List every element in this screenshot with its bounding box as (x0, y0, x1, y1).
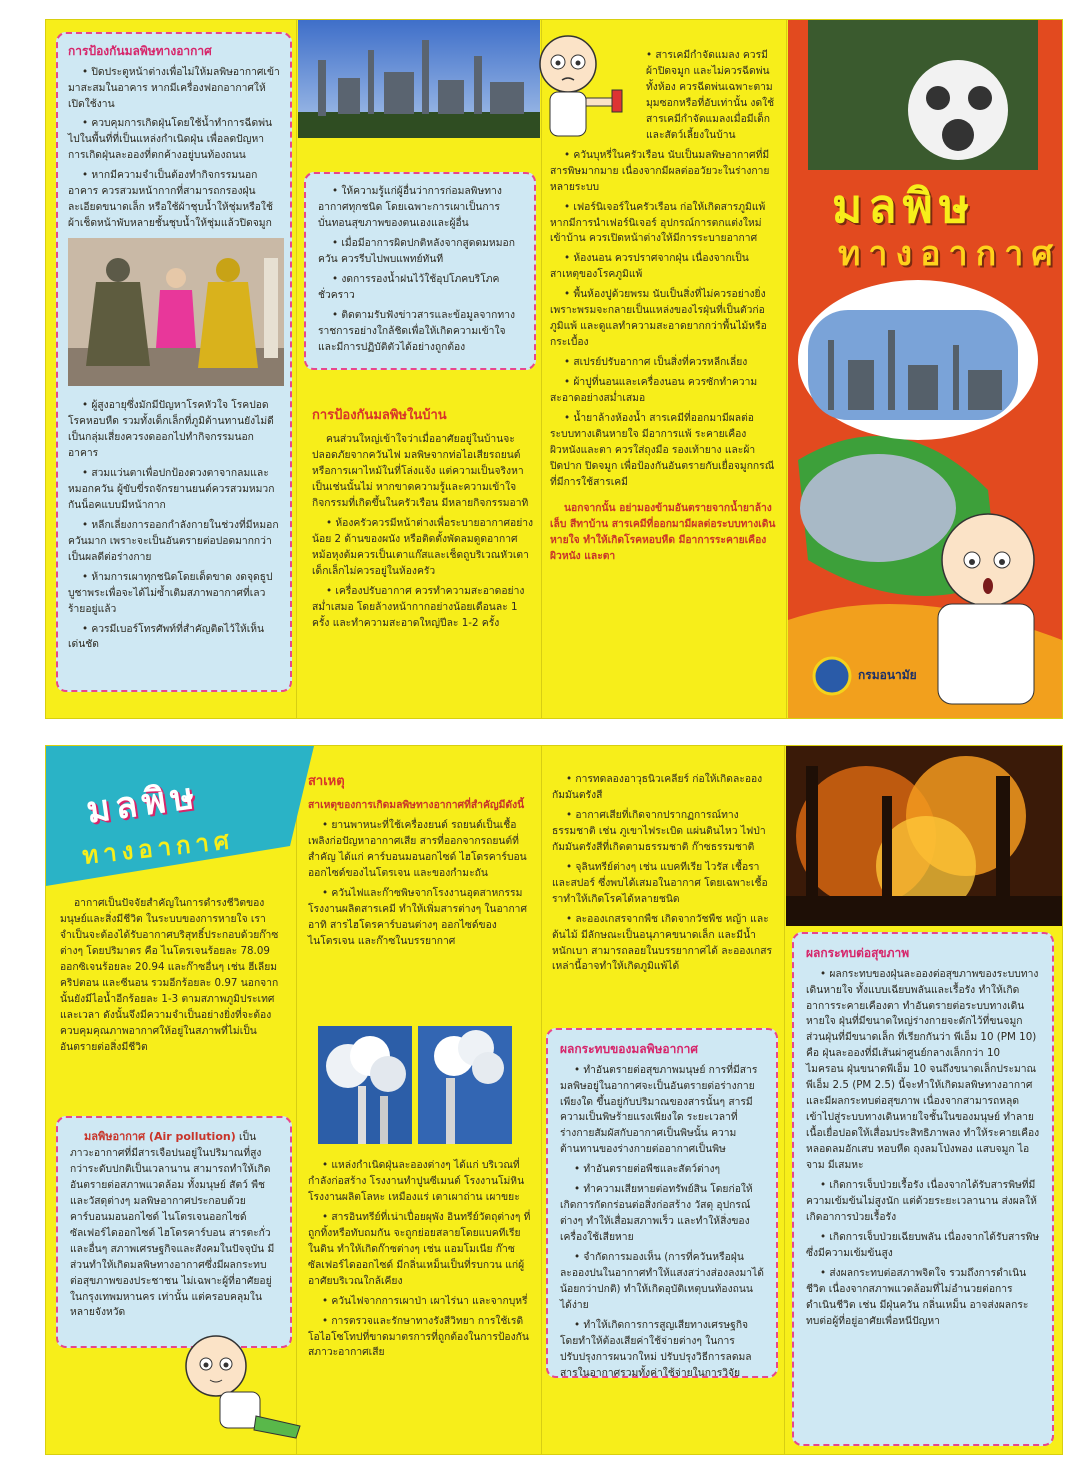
paragraph: • ทำอันตรายต่อพืชและสัตว์ต่างๆ (574, 1163, 721, 1176)
cover-subtitle: ทางอากาศ (838, 234, 1061, 274)
paragraph: • ควรมีเบอร์โทรศัพท์ที่สำคัญติดไว้ให้เห็นเด่นชัด (68, 622, 265, 651)
paragraph: • ส่งผลกระทบต่อสภาพจิตใจ รวมถึงการดำเนินชีวิต เนื่องจากสภาพแวดล้อมที่ไม่อำนวยต่อการดำเนินชีวิต เช่น มีฝุ่นควัน กลิ่นเหม็น อาจส่งผลกระทบต่อผู้ที่อยู่อาศัยเพื่อหนีปัญหา (806, 1266, 1029, 1327)
org-name: กรมอนามัย (858, 668, 917, 682)
health-effects-box (792, 932, 1054, 1446)
paragraph: • การตรวจและรักษาทางรังสีวิทยา การใช้เรดิโอไอโซโทปที่ขาดมาตรการที่ถูกต้องในการป้องกันสภาวะอากาศเสีย (308, 1314, 529, 1359)
paragraph: • ห้องครัวควรมีหน้าต่างเพื่อระบายอากาศอย่างน้อย 2 ด้านของผนัง หรือติดตั้งพัดลมดูดอากาศ หม้อหุงต้มควรเป็นเตาแก๊สและเช็ดถูบริเวณหัวเตา เด็กเล็กไม่ควรอยู่ในห้องครัว (312, 516, 534, 577)
section-heading: สาเหตุ (308, 774, 345, 789)
paragraph: • ติดตามรับฟังข่าวสารและข้อมูลจากทางราชการอย่างใกล้ชิดเพื่อให้เกิดความเข้าใจ และมีการปฏิบัติตัวได้อย่างถูกต้อง (318, 308, 516, 353)
prevention-box (56, 32, 292, 692)
paragraph: • ควันไฟและก๊าซพิษจากโรงงานอุตสาหกรรม โรงงานผลิตสารเคมี ทำให้เพิ่มสารต่างๆ ในอากาศ อาทิ สารไฮโดรคาร์บอนต่างๆ ออกไซด์ของไนโตรเจน และก๊าซในบรรยากาศ (308, 886, 531, 947)
paragraph: คนส่วนใหญ่เข้าใจว่าเมื่ออาศัยอยู่ในบ้านจะปลอดภัยจากควันไฟ มลพิษจากท่อไอเสียรถยนต์หรือการเผาไหม้ในที่โล่งแจ้ง แต่ความเป็นจริงหาเป็นเช่นนั้นไม่ หากขาดความรู้และความเข้าใจกิจกรรมที่เกิดขึ้นในครัวเรือน มีหลายกิจกรรมอาทิ (312, 433, 529, 509)
closing-paragraph: นอกจากนั้น อย่ามองข้ามอันตรายจากน้ำยาล้างเล็บ สีทาบ้าน สารเคมีที่ออกมามีผลต่อระบบทางเดินหายใจ ทำให้เกิดโรคหอบหืด มีอาการระคายเคืองผิวหนัง และตา (550, 501, 776, 562)
cover-title: มลพิษ (83, 775, 202, 832)
cover-subtitle: ทางอากาศ (81, 826, 236, 870)
definition-text: เป็นภาวะอากาศที่มีสารเจือปนอยู่ในปริมาณที่สูงกว่าระดับปกติเป็นเวลานาน สามารถทำให้เกิดอันตรายต่อสภาพแวดล้อม ทั้งมนุษย์ สัตว์ พืช และวัสดุต่างๆ มลพิษอากาศประกอบด้วย คาร์บอนมอนอกไซด์ ไนโตรเจนออกไซด์ ซัลเฟอร์ไดออกไซด์ ไฮโดรคาร์บอน สารตะกั่วและอื่นๆ สภาพเศรษฐกิจและสังคมในปัจจุบัน มีส่วนทำให้เกิดมลพิษทางอากาศซึ่งมีผลกระทบต่อสุขภาพของประชาชน ไม่เฉพาะผู้ที่อาศัยอยู่ในกรุงเทพมหานคร เท่านั้น แต่ครอบคลุมในหลายจังหวัด (70, 1131, 275, 1319)
box-heading: ผลกระทบของมลพิษอากาศ (560, 1042, 698, 1056)
paragraph: • หากมีความจำเป็นต้องทำกิจกรรมนอกอาคาร ควรสวมหน้ากากที่สามารถกรองฝุ่นละเอียดขนาดเล็ก หรือใช้ผ้าชุบน้ำให้ชุ่มหรือใช้ผ้าเช็ดหน้าพับหลายชั้นชุบน้ำให้ชุ่มแล้วปิดจมูก (68, 169, 273, 230)
paragraph: • ทำความเสียหายต่อทรัพย์สิน โดยก่อให้เกิดการกัดกร่อนต่อสิ่งก่อสร้าง วัสดุ อุปกรณ์ต่างๆ ทำให้เสื่อมสภาพเร็ว และทำให้สิ่งของเครื่องใช้เสียหาย (560, 1183, 753, 1244)
paragraph: • สเปรย์ปรับอากาศ เป็นสิ่งที่ควรหลีกเลี่ยง (564, 356, 748, 369)
paragraph: • แหล่งกำเนิดฝุ่นละอองต่างๆ ได้แก่ บริเวณที่กำลังก่อสร้าง โรงงานทำปูนซีเมนต์ โรงงานโม่หิน โรงงานผลิตโลหะ เหมืองแร่ เตาเผาถ่าน เผาขยะ (308, 1159, 528, 1203)
fold-line (786, 20, 787, 718)
paragraph: • ห้ามการเผาทุกชนิดโดยเด็ดขาด งดจุดธูปบูชาพระเพื่อจะได้ไม่ซ้ำเติมสภาพอากาศที่เลวร้ายอยู่แล้ว (68, 570, 273, 615)
paragraph: • น้ำยาล้างห้องน้ำ สารเคมีที่ออกมามีผลต่อระบบทางเดินหายใจ มีอาการแพ้ ระคายเคืองผิวหนังและตา ควรใส่ถุงมือ รองเท้ายาง และผ้าปิดปาก ปิดจมูก เพื่อป้องกันอันตรายกับเยื่อจมูกกรณีที่มีการใช้สารเคมี (550, 412, 775, 488)
cover-title: มลพิษ (832, 179, 976, 233)
protective-suits-photo (68, 238, 280, 390)
paragraph: • หลีกเลี่ยงการออกกำลังกายในช่วงที่มีหมอกควันมาก เพราะจะเป็นอันตรายต่อปอดมากกว่าเป็นผลดีต่อร่างกาย (68, 518, 279, 563)
paragraph: • ผู้สูงอายุซึ่งมักมีปัญหาโรคหัวใจ โรคปอด โรคหอบหืด รวมทั้งเด็กเล็กที่ภูมิต้านทานยังไม่ดี เป็นกลุ่มเสี่ยงควรงดออกไปทำกิจกรรมนอกอาคาร (68, 399, 278, 459)
home-hazards-list (550, 48, 776, 569)
causes-section (308, 772, 532, 954)
paragraph: • เกิดการเจ็บป่วยเฉียบพลัน เนื่องจากได้รับสารพิษ ซึ่งมีความเข้มข้นสูง (806, 1230, 1043, 1259)
section-subheading: สาเหตุของการเกิดมลพิษทางอากาศที่สำคัญมีดังนี้ (308, 799, 525, 812)
fold-line (784, 746, 785, 1454)
paragraph: • จำกัดการมองเห็น (การที่ควันหรือฝุ่นละอองปนในอากาศทำให้แสงสว่างส่องลงมาได้น้อยกว่าปกติ) ทำให้เกิดอุบัติเหตุบนท้องถนนได้ง่าย (560, 1251, 764, 1311)
title-banner (46, 746, 314, 886)
causes-more (552, 772, 774, 979)
paragraph: • เมื่อมีอาการผิดปกติหลังจากสูดดมหมอกควัน ควรรีบไปพบแพทย์ทันที (318, 236, 515, 265)
paragraph: • ผ้าปูที่นอนและเครื่องนอน ควรซักทำความสะอาดอย่างสม่ำเสมอ (550, 376, 758, 405)
paragraph: • ยานพาหนะที่ใช้เครื่องยนต์ รถยนต์เป็นเชื้อเพลิงก่อปัญหาอากาศเสีย สารที่ออกจากรถยนต์ที่สำคัญ ได้แก่ คาร์บอนมอนอกไซด์ ไฮโดรคาร์บอน ออกไซด์ของไนโตรเจน และของกำมะถัน (308, 819, 530, 879)
paragraph: • สวมแว่นตาเพื่อปกป้องดวงตาจากลมและหมอกควัน ผู้ขับขี่รถจักรยานยนต์ควรสวมหมวกกันน็อคแบบมีหน้ากาก (68, 466, 275, 511)
paragraph: • ควันไฟจากการเผาป่า เผาไร่นา และจากบุหรี่ (322, 1294, 528, 1307)
paragraph: • ให้ความรู้แก่ผู้อื่นว่าการก่อมลพิษทางอากาศทุกชนิด โดยเฉพาะการเผาเป็นการบั่นทอนสุขภาพของตนเองและผู้อื่น (318, 185, 502, 229)
paragraph: • งดการรองน้ำฝนไว้ใช้อุปโภคบริโภคชั่วคราว (318, 272, 500, 301)
section-heading: การป้องกันมลพิษทางอากาศ (68, 44, 212, 58)
paragraph: • ผลกระทบของฝุ่นละอองต่อสุขภาพของระบบทางเดินหายใจ ทั้งแบบเฉียบพลันและเรื้อรัง ทำให้เกิดอาการระคายเคืองตา ทำอันตรายต่อระบบทางเดินหายใจ ฝุ่นที่มีขนาดใหญ่ร่างกายจะดักไว้ที่ขนจมูก ส่วนฝุ่นที่มีขนาดเล็ก ที่เรียกกันว่า พีเอ็ม 10 (PM 10) คือ ฝุ่นละอองที่มีเส้นผ่าศูนย์กลางเล็กกว่า 10 ไมครอน ฝุ่นขนาดพีเอ็ม 10 จนถึงขนาดเล็กประมาณ พีเอ็ม 2.5 (PM 2.5) นี้จะทำให้เกิดมลพิษทางอากาศและมีผลกระทบต่อสุขภาพ เนื่องจากสามารถหลุดเข้าไปสู่ระบบทางเดินหายใจชั้นในของมนุษย์ ทำลายเนื้อเยื่อปอดให้เสื่อมประสิทธิภาพลง ทำให้ระคายเคือง หลอดลมอักเสบ หอบหืด ถุงลมโป่งพอง แสบจมูก ไอ จาม มีเสมหะ (806, 967, 1043, 1172)
paragraph: • ทำอันตรายต่อสุขภาพมนุษย์ การที่มีสารมลพิษอยู่ในอากาศจะเป็นอันตรายต่อร่างกายเพียงใด ขึ้นอยู่กับปริมาณของสารนั้นๆ สารมีความเป็นพิษร้ายแรงเพียงใด ระยะเวลาที่ร่างกายสัมผัสกับอากาศเป็นพิษนั้น ความต้านทานของร่างกายต่ออากาศเป็นพิษ (560, 1063, 758, 1156)
paragraph: อากาศเป็นปัจจัยสำคัญในการดำรงชีวิตของมนุษย์และสิ่งมีชีวิต ในระบบของการหายใจ เราจำเป็นจะต้องได้รับอากาศบริสุทธิ์ประกอบด้วยก๊าซต่างๆ โดยปริมาตร คือ ไนโตรเจนร้อยละ 78.09 ออกซิเจนร้อยละ 20.94 และก๊าซอื่นๆ เช่น ฮีเลียม คริปตอน และซีนอน รวมอีกร้อยละ 0.97 นอกจากนั้นยังมีไอน้ำอีกร้อยละ 1-3 ตามสภาพภูมิประเทศและเวลา ดังนั้นจึงมีความจำเป็นอย่างยิ่งที่จะต้องควบคุมคุณภาพอากาศให้อยู่ในสภาพที่ไม่เป็นอันตรายต่อสิ่งมีชีวิต (60, 897, 281, 1053)
smokestack-photo-2 (418, 1026, 512, 1144)
smokestack-photo-1 (318, 1026, 412, 1144)
causes-continued (308, 1158, 532, 1365)
paragraph: • สารเคมีกำจัดแมลง ควรมีผ้าปิดจมูก และไม่ควรฉีดพ่นทั้งห้อง ควรฉีดพ่นเฉพาะตามมุมซอกหรือที่อับเท่านั้น งดใช้สารเคมีกำจัดแมลงเมื่อมีเด็ก และสัตว์เลี้ยงในบ้าน (646, 49, 775, 141)
brochure-inside-sheet (46, 20, 1062, 718)
fold-line (296, 20, 297, 718)
advice-box (304, 172, 536, 370)
section-heading: การป้องกันมลพิษในบ้าน (312, 408, 447, 423)
paragraph: • การทดลองอาวุธนิวเคลียร์ ก่อให้เกิดละอองกัมมันตรังสี (552, 773, 763, 801)
paragraph: • สารอินทรีย์ที่เน่าเปื่อยผุพัง อินทรีย์วัตถุต่างๆ ที่ถูกทิ้งหรือทับถมกัน จะถูกย่อยสลายโดยแบคทีเรียในดิน ทำให้เกิดก๊าซต่างๆ เช่น แอมโมเนีย ก๊าซซัลเฟอร์ไดออกไซด์ มีกลิ่นเหม็นเป็นที่รบกวน แก่ผู้อาศัยบริเวณใกล้เคียง (308, 1210, 531, 1287)
term: มลพิษอากาศ (Air pollution) (84, 1130, 236, 1143)
paragraph: • เกิดการเจ็บป่วยเรื้อรัง เนื่องจากได้รับสารพิษที่มีความเข้มข้นไม่สูงนัก แต่ด้วยระยะเวลานาน ส่งผลให้เกิดอาการป่วยเรื้อรัง (806, 1178, 1037, 1223)
paragraph: • จุลินทรีย์ต่างๆ เช่น แบคทีเรีย ไวรัส เชื้อราและสปอร์ ซึ่งพบได้เสมอในอากาศ โดยเฉพาะเชื้อราทำให้เกิดโรคได้หลายชนิด (552, 860, 768, 905)
fold-line (541, 746, 542, 1454)
effects-box (546, 1028, 778, 1378)
paragraph: • ปิดประตูหน้าต่างเพื่อไม่ให้มลพิษอากาศเข้ามาสะสมในอาคาร หากมีเครื่องฟอกอากาศให้เปิดใช้งาน (68, 65, 280, 110)
refinery-photo (298, 20, 540, 138)
paragraph: • พื้นห้องปูด้วยพรม นับเป็นสิ่งที่ไม่ควรอย่างยิ่ง เพราะพรมจะกลายเป็นแหล่งของไรฝุ่นที่เป็นตัวก่อภูมิแพ้ และดูแลทำความสะอาดยากกว่าพื้นไม้หรือกระเบื้อง (550, 288, 769, 349)
paragraph: • ควบคุมการเกิดฝุ่นโดยใช้น้ำทำการฉีดพ่นไปในพื้นที่ที่เป็นแหล่งกำเนิดฝุ่น เพื่อลดปัญหาการเกิดฝุ่นละอองที่ตกค้างอยู่บนท้องถนน (68, 117, 273, 162)
definition-box (56, 1116, 292, 1348)
home-prevention-section (312, 400, 534, 636)
paragraph: • เฟอร์นิเจอร์ในครัวเรือน ก่อให้เกิดสารภูมิแพ้ หากมีการนำเฟอร์นิเจอร์ อุปกรณ์การตกแต่งใหม่เข้าบ้าน ควรเปิดหน้าต่างให้มีการระบายอากาศ (550, 200, 769, 245)
intro-text (60, 896, 284, 1060)
paragraph: • ควันบุหรี่ในครัวเรือน นับเป็นมลพิษอากาศที่มีสารพิษมากมาย เนื่องจากมีผลต่ออวัยวะในร่างกายหลายระบบ (550, 148, 770, 193)
paragraph: • ละอองเกสรจากพืช เกิดจากวัชพืช หญ้า และต้นไม้ มีลักษณะเป็นอนุภาคขนาดเล็ก และมีน้ำหนักเบา สามารถลอยในบรรยากาศได้ ละอองเกสรเหล่านี้อาจทำให้เกิดภูมิแพ้ได้ (552, 912, 773, 973)
mannequins-image (68, 238, 284, 386)
front-cover (788, 20, 1062, 718)
paragraph: • เครื่องปรับอากาศ ควรทำความสะอาดอย่างสม่ำเสมอ โดยล้างหน้ากากอย่างน้อยเดือนละ 1 ครั้ง และทำความสะอาดใหญ่ปีละ 1-2 ครั้ง (312, 584, 525, 629)
paragraph: • อากาศเสียที่เกิดจากปรากฏการณ์ทางธรรมชาติ เช่น ภูเขาไฟระเบิด แผ่นดินไหว ไฟป่า กัมมันตรังสีที่เกิดตามธรรมชาติ ก๊าซธรรมชาติ (552, 808, 769, 853)
brochure-outside-sheet (46, 746, 1062, 1454)
box-heading: ผลกระทบต่อสุขภาพ (806, 946, 910, 960)
factory-fire-photo (786, 746, 1062, 926)
boy-sitting-cartoon (176, 1326, 306, 1446)
paragraph: • ห้องนอน ควรปราศจากฝุ่น เนื่องจากเป็นสาเหตุของโรคภูมิแพ้ (550, 252, 749, 281)
paragraph: • ทำให้เกิดการการสูญเสียทางเศรษฐกิจ โดยทำให้ต้องเสียค่าใช้จ่ายต่างๆ ในการปรับปรุงการผนวกใหม่ ปรับปรุงวิธีการลดมลสารในอากาศรวมทั้งค่าใช้จ่ายในการวิจัย (560, 1318, 752, 1379)
